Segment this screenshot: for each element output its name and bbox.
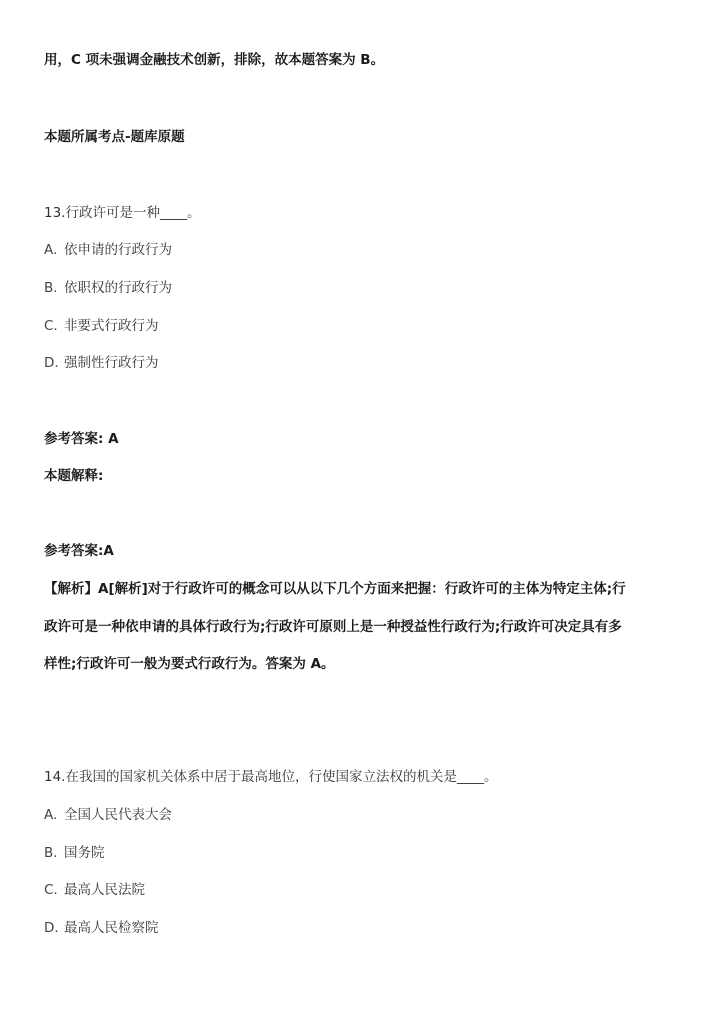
option-text: 最高人民法院 (64, 882, 145, 898)
option-letter: D. (44, 355, 59, 371)
question-13-option-d (44, 353, 676, 373)
prev-analysis-tail: 用，C 项未强调金融技术创新，排除，故本题答案为 B。 (44, 52, 385, 68)
question-13-analysis-line-2: 政许可是一种依申请的具体行政行为;行政许可原则上是一种授益性行政行为;行政许可决定具有多 (44, 619, 622, 635)
option-text: 强制性行政行为 (64, 355, 159, 371)
topic-label: 本题所属考点-题库原题 (44, 129, 185, 145)
option-letter: B. (44, 280, 58, 296)
question-13-answer-2: 参考答案:A (44, 543, 114, 559)
option-text: 最高人民检察院 (64, 920, 159, 936)
option-letter: D. (44, 920, 59, 936)
question-13-analysis-line-1: 【解析】A[解析]对于行政许可的概念可以从以下几个方面来把握：行政许可的主体为特定主体;行 (44, 581, 626, 597)
question-14-option-a (44, 805, 676, 825)
question-14-option-c (44, 880, 676, 900)
option-text: 国务院 (64, 845, 105, 861)
option-letter: B. (44, 845, 58, 861)
question-13-option-a (44, 240, 676, 260)
question-13-analysis-line-3: 样性;行政许可一般为要式行政行为。答案为 A。 (44, 656, 335, 672)
question-14-option-d (44, 918, 676, 938)
question-14-option-b (44, 843, 676, 863)
option-letter: A. (44, 807, 58, 823)
question-13-option-c (44, 316, 676, 336)
option-letter: A. (44, 242, 58, 258)
question-13-answer: 参考答案: A (44, 431, 119, 447)
option-text: 非要式行政行为 (64, 318, 159, 334)
option-text: 依申请的行政行为 (64, 242, 172, 258)
option-text: 依职权的行政行为 (64, 280, 172, 296)
option-letter: C. (44, 318, 58, 334)
option-text: 全国人民代表大会 (64, 807, 172, 823)
question-13-stem: 13.行政许可是一种____。 (44, 205, 201, 221)
question-13-explain-label: 本题解释: (44, 468, 104, 484)
question-13-option-b (44, 278, 676, 298)
option-letter: C. (44, 882, 58, 898)
question-14-stem: 14.在我国的国家机关体系中居于最高地位，行使国家立法权的机关是____。 (44, 769, 498, 785)
